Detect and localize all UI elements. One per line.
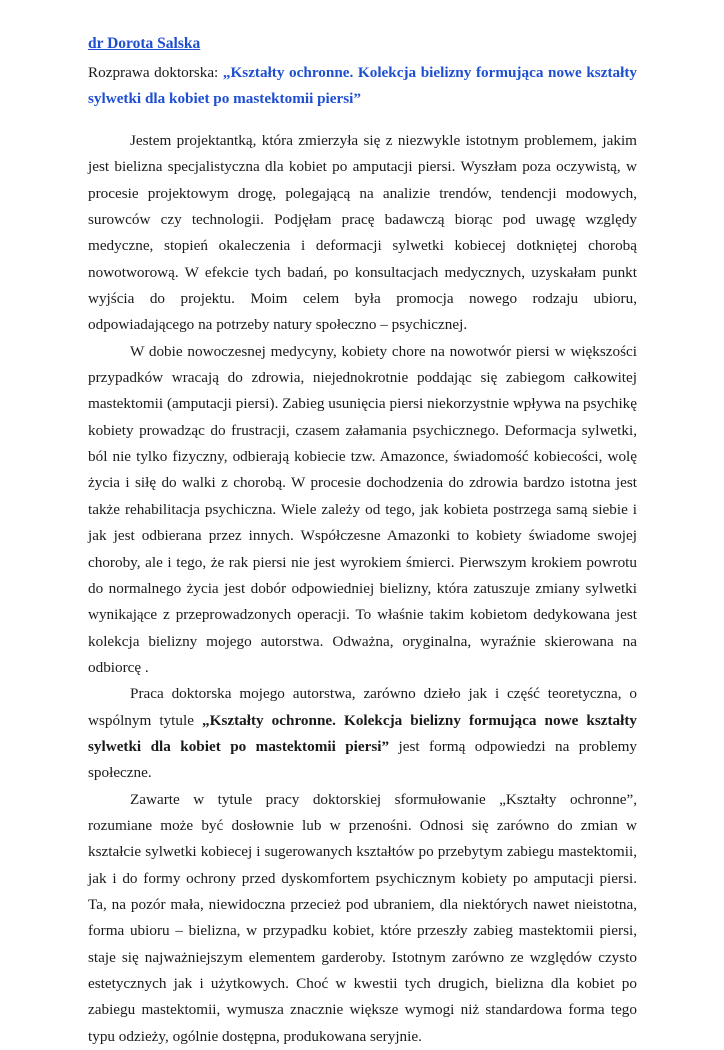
dissertation-header <box>88 60 637 112</box>
paragraph-1: Jestem projektantką, która zmierzyła się z niezwykle istotnym problemem, jakim jest bielizna specjalistyczna dla kobiet po amputacji piersi. Wyszłam poza oczywistą, w procesie projektowym drogę, polegającą na analizie trendów, tendencji modowych, surowców czy technologii. Podjęłam pracę badawczą biorąc pod uwagę względy medyczne, stopień okaleczenia i deformacji sylwetki kobiecej dotkniętej chorobą nowotworową. W efekcie tych badań, po konsultacjach medycznych, uzyskałam punkt wyjścia do projektu. Moim celem była promocja nowego rodzaju ubioru, odpowiadającego na potrzeby natury społeczno – psychicznej. <box>88 132 637 334</box>
paragraph-4: Zawarte w tytule pracy doktorskiej sformułowanie „Kształty ochronne”, rozumiane może być dosłownie lub w przenośni. Odnosi się zarówno do zmian w kształcie sylwetki kobiecej i sugerowanych kształtów po przebytym zabiegu mastektomii, jak i do formy ochrony przed dyskomfortem psychicznym kobiety po amputacji piersi. Ta, na pozór mała, niewidoczna przecież pod ubraniem, dla niektórych nawet nieistotna, forma ubioru – bielizna, w przypadku kobiet, które przeszły zabieg mastektomii piersi, staje się najważniejszym elementem garderoby. Istotnym zarówno ze względów czysto estetycznych jak i użytkowych. Choć w kwestii tych drugich, bielizna dla kobiet po zabiegu mastektomii, wymusza znacznie większe wymogi niż standardowa forma tego typu odzieży, ogólnie dostępna, produkowana seryjnie. <box>88 790 637 1045</box>
paragraph-3-title: „Kształty ochronne. Kolekcja bielizny formująca nowe kształty sylwetki dla kobiet po mastektomii piersi” <box>88 711 637 755</box>
dissertation-title: „Kształty ochronne. Kolekcja bielizny formująca nowe kształty sylwetki dla kobiet po mastektomii piersi” <box>88 64 637 107</box>
paragraph-3-end: jest formą odpowiedzi na problemy społeczne. <box>88 737 637 782</box>
paragraph-2: W dobie nowoczesnej medycyny, kobiety chore na nowotwór piersi w większości przypadków wracają do zdrowia, niejednokrotnie poddając się zabiegom całkowitej mastektomii (amputacji piersi). Zabieg usunięcia piersi niekorzystnie wpływa na psychikę kobiety prowadząc do frustracji, czasem załamania psychicznego. Deformacja sylwetki, ból nie tylko fizyczny, odbierają kobiecie tzw. Amazonce, świadomość kobiecości, wolę życia i siłę do walki z chorobą. W procesie dochodzenia do zdrowia bardzo istotna jest także rehabilitacja psychiczna. Wiele zależy od tego, jak kobieta postrzega samą siebie i jak jest odbierana przez innych. Współczesne Amazonki to kobiety świadome swojej choroby, ale i tego, że rak piersi nie jest wyrokiem śmierci. Pierwszym krokiem powrotu do normalnego życia jest dobór odpowiedniej bielizny, która zatuszuje zmiany sylwetki wynikające z przeprowadzonych operacji. To właśnie takim kobietom dedykowana jest kolekcja bielizny mojego autorstwa. Odważna, oryginalna, wyraźnie skierowana na odbiorcę . <box>88 342 637 676</box>
paragraph-3-text: Praca doktorska mojego autorstwa, zarówno dzieło jak i część teoretyczna, o wspólnym tytule <box>88 685 637 729</box>
author-name: dr Dorota Salska <box>88 35 201 52</box>
document-body <box>88 128 637 1050</box>
paragraph-3 <box>88 681 637 786</box>
header-prefix: Rozprawa doktorska: <box>88 64 223 81</box>
